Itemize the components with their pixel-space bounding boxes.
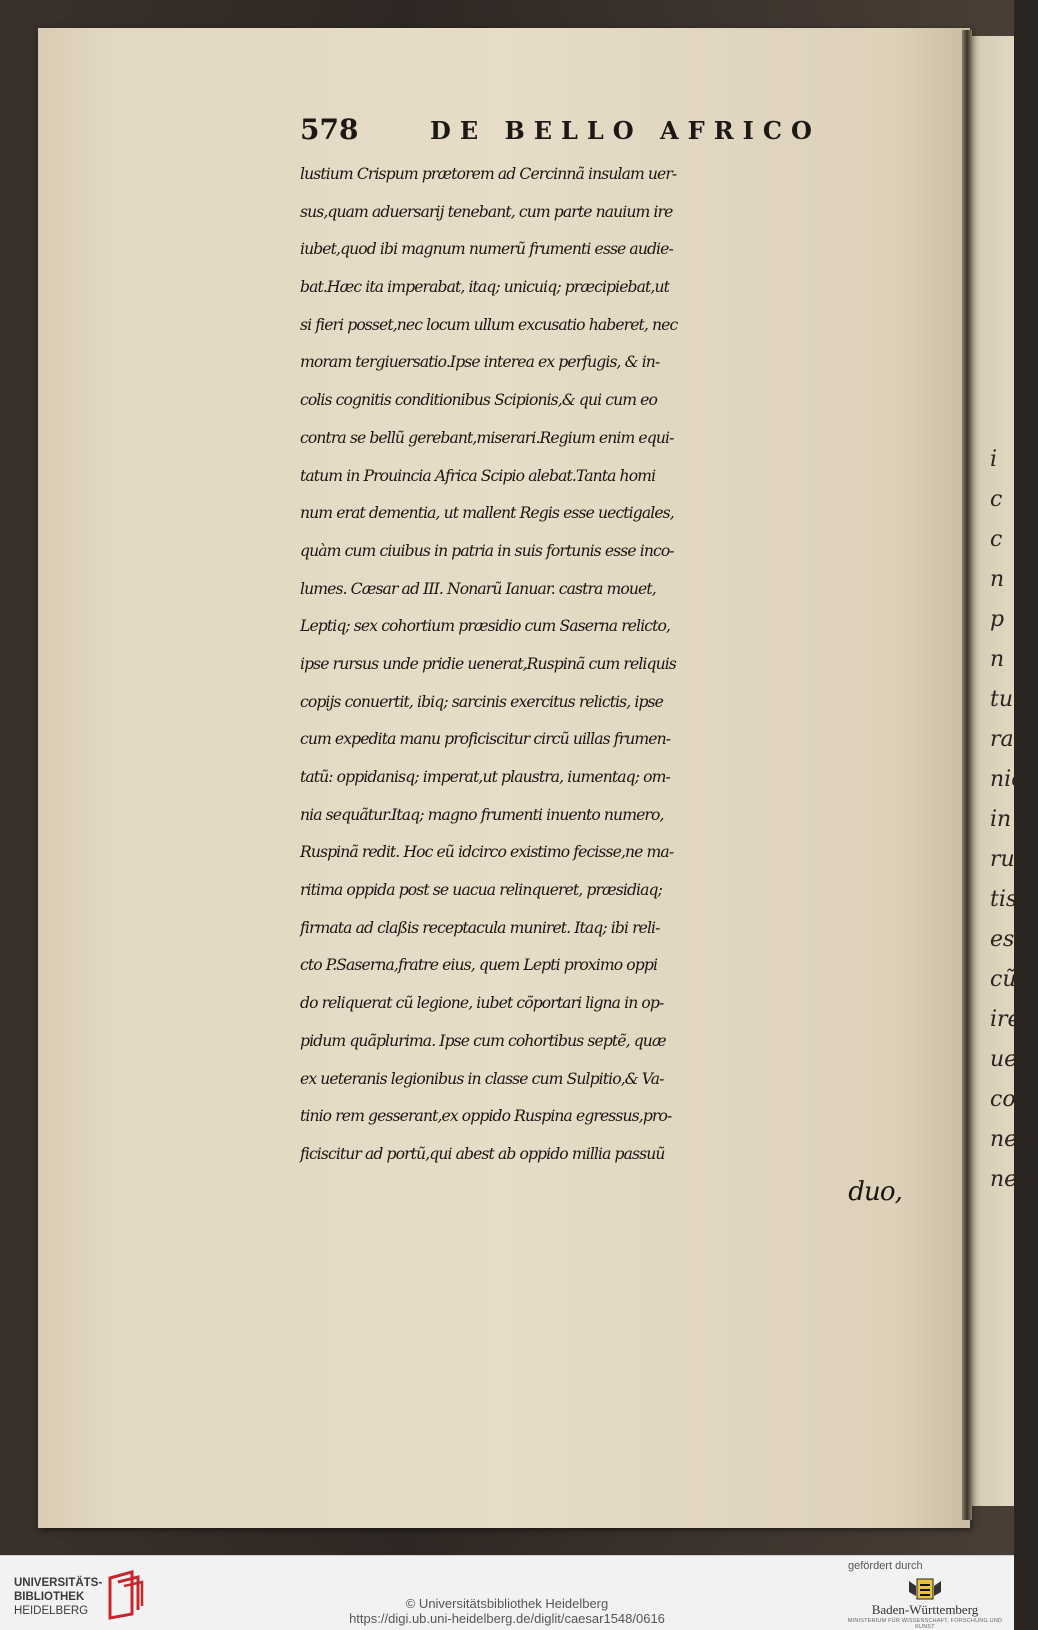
text-line: ficiscitur ad portũ,qui abest ab oppido millia passuũ [300, 1144, 665, 1163]
running-head: DE BELLO AFRICO [430, 116, 821, 145]
facing-page-fragment: ues [990, 1047, 1029, 1072]
funder-name[interactable]: Baden-Württemberg [871, 1602, 979, 1617]
text-line: ritima oppida post se uacua relinqueret, præsidiaq; [300, 881, 662, 900]
facing-page-fragment: n [990, 647, 1005, 672]
facing-page-fragment: ra [990, 727, 1014, 752]
facing-page-fragment: ne p [990, 1127, 1038, 1152]
text-line: cum expedita manu proficiscitur circũ uillas frumen- [300, 730, 671, 749]
footer-bar [0, 1555, 1014, 1630]
text-line: num erat dementia, ut mallent Regis esse uectigales, [300, 504, 674, 523]
facing-page-fragment: p [990, 607, 1005, 632]
text-line: do reliquerat cũ legione, iubet cõportari ligna in op- [300, 994, 664, 1013]
page-header [300, 113, 920, 149]
text-line: firmata ad claßis receptacula muniret. Itaq; ibi reli- [300, 918, 660, 937]
facing-page-text-fragments [990, 440, 1038, 1200]
text-line: pidum quãplurima. Ipse cum cohortibus septẽ, quæ [300, 1031, 666, 1050]
facing-page-fragment: est [990, 927, 1024, 952]
facing-page-fragment: tu [990, 687, 1014, 712]
text-line: quàm cum ciuibus in patria in suis fortunis esse inco- [300, 541, 674, 560]
facing-page-fragment: nem [990, 1167, 1038, 1192]
library-name-line: BIBLIOTHEK [14, 1591, 85, 1603]
text-line: tinio rem gesserant,ex oppido Ruspina egressus,pro- [300, 1107, 672, 1126]
facing-page-fragment: c [990, 527, 1003, 552]
text-line: moram tergiuersatio.Ipse interea ex perfugis, & in- [300, 353, 660, 372]
text-line: contra se bellũ gerebant,miserari.Regium enim equi- [300, 428, 674, 447]
text-line: sus,quam aduersarij tenebant, cum parte nauium ire [300, 202, 673, 221]
text-line: si fieri posset,nec locum ullum excusatio haberet, nec [300, 315, 678, 334]
text-line: colis cognitis conditionibus Scipionis,& qui cum eo [300, 391, 657, 410]
baden-wuerttemberg-crest-icon [905, 1576, 945, 1602]
facing-page-fragment: ru [990, 847, 1015, 872]
text-line: cto P.Saserna,fratre eius, quem Lepti proximo oppi [300, 956, 658, 975]
text-line: ex ueteranis legionibus in classe cum Sulpitio,& Va- [300, 1069, 664, 1088]
facing-page-fragment: nic [990, 767, 1024, 792]
text-line: ipse rursus unde pridie uenerat,Ruspinã cum reliquis [300, 654, 676, 673]
library-name-line: HEIDELBERG [14, 1605, 89, 1617]
text-line: tatum in Prouincia Africa Scipio alebat.Tanta homi [300, 466, 656, 485]
text-line: Ruspinã redit. Hoc eũ idcirco existimo fecisse,ne ma- [300, 843, 674, 862]
source-url[interactable]: https://digi.ub.uni-heidelberg.de/diglit/caesar1548/0616 [349, 1611, 665, 1626]
facing-page-fragment: in [990, 807, 1012, 832]
text-block [300, 156, 914, 1211]
text-line: lustium Crispum prætorem ad Cercinnã insulam uer- [300, 165, 677, 183]
facing-page-fragment: i [990, 447, 998, 472]
library-name-line: UNIVERSITÄTS- [14, 1577, 103, 1589]
facing-page-fragment: ire [990, 1007, 1021, 1032]
funder-ministry: MINISTERIUM FÜR WISSENSCHAFT, FORSCHUNG UND KUNST [847, 1618, 1003, 1630]
text-line: Leptiq; sex cohortium præsidio cum Saserna relicto, [300, 617, 671, 636]
facing-page-fragment: c [990, 487, 1003, 512]
text-line: lumes. Cæsar ad III. Nonarũ Ianuar. castra mouet, [300, 579, 656, 598]
text-line: nia sequãtur.Itaq; magno frumenti inuento numero, [300, 805, 664, 824]
funded-by-label: gefördert durch [848, 1560, 923, 1572]
facing-page-fragment: cũc [990, 967, 1029, 992]
facing-page-fragment: cos [990, 1087, 1027, 1112]
text-line: bat.Hæc ita imperabat, itaq; unicuiq; præcipiebat,ut [300, 278, 669, 297]
catchword: duo, [848, 1176, 902, 1207]
facing-page-fragment: tis, [990, 887, 1025, 912]
page-number: 578 [300, 113, 359, 146]
copyright-text: © Universitätsbibliothek Heidelberg [405, 1596, 609, 1611]
text-line: copijs conuertit, ibiq; sarcinis exercitus relictis, ipse [300, 692, 663, 711]
text-line: tatũ: oppidanisq; imperat,ut plaustra, iumentaq; om- [300, 768, 670, 786]
facing-page-fragment: n [990, 567, 1005, 592]
text-line: iubet,quod ibi magnum numerũ frumenti esse audie- [300, 240, 673, 259]
book-gutter [962, 30, 972, 1520]
